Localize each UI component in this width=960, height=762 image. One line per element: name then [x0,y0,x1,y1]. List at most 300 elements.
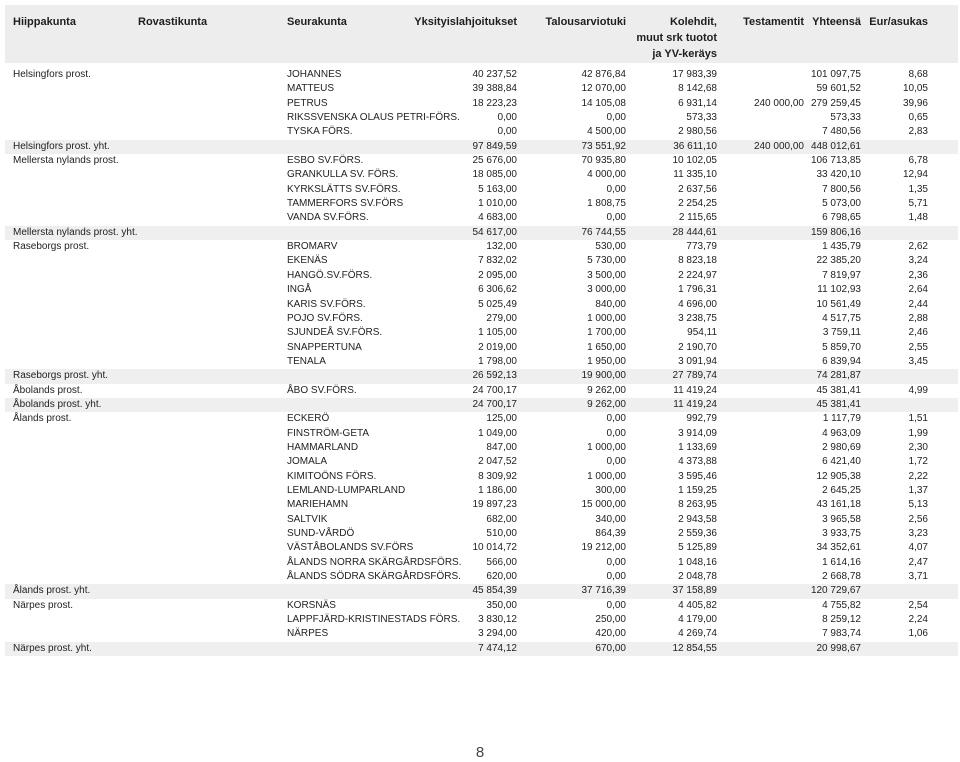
cell-eur-asukas: 10,05 [902,83,928,95]
header-kolehdit-line2: muut srk tuotot [636,32,717,44]
cell-yhteensa: 59 601,52 [816,83,861,95]
header-rovastikunta: Rovastikunta [138,16,208,28]
cell-talousarviotuki: 5 730,00 [587,255,626,267]
cell-kolehdit: 1 048,16 [678,556,717,568]
cell-seurakunta: HANGÖ.SV.FÖRS. [287,269,373,281]
cell-talousarviotuki: 76 744,55 [581,226,626,238]
cell-yksityislahjoitukset: 682,00 [486,513,517,525]
cell-kolehdit: 773,79 [686,241,717,253]
cell-yhteensa: 101 097,75 [810,69,861,80]
cell-yhteensa: 279 259,45 [810,97,861,109]
subtotal-row [5,226,958,240]
cell-hiippakunta: Raseborgs prost. yht. [13,370,109,382]
cell-kolehdit: 4 696,00 [678,298,717,310]
cell-yksityislahjoitukset: 350,00 [486,599,517,611]
cell-yhteensa: 106 713,85 [810,155,861,167]
cell-hiippakunta: Ålands prost. [13,413,72,425]
cell-yksityislahjoitukset: 8 309,92 [478,470,517,482]
cell-kolehdit: 28 444,61 [672,226,717,238]
header-yhteensa: Yhteensä [812,16,861,28]
cell-yksityislahjoitukset: 19 897,23 [472,499,517,511]
cell-eur-asukas: 3,71 [908,571,928,583]
cell-eur-asukas: 2,46 [908,327,928,339]
cell-talousarviotuki: 37 716,39 [581,585,626,597]
cell-eur-asukas: 2,55 [908,341,928,353]
cell-talousarviotuki: 340,00 [595,513,626,525]
cell-talousarviotuki: 0,00 [606,427,626,439]
cell-seurakunta: FINSTRÖM-GETA [287,427,370,439]
cell-eur-asukas: 39,96 [902,97,928,109]
cell-yksityislahjoitukset: 2 047,52 [478,456,517,468]
table-row [5,298,958,312]
cell-talousarviotuki: 1 950,00 [587,355,626,367]
cell-talousarviotuki: 3 000,00 [587,284,626,296]
cell-yhteensa: 2 668,78 [822,571,861,583]
cell-kolehdit: 5 125,89 [678,542,717,554]
cell-testamentit: 240 000,00 [753,97,804,109]
cell-seurakunta: ÅLANDS SÖDRA SKÄRGÅRDSFÖRS. [287,571,461,583]
cell-yksityislahjoitukset: 26 592,13 [472,370,517,382]
cell-kolehdit: 2 559,36 [678,528,717,539]
cell-yhteensa: 45 381,41 [816,384,861,396]
table-row [5,498,958,512]
cell-seurakunta: SJUNDEÅ SV.FÖRS. [287,327,383,339]
cell-kolehdit: 1 159,25 [678,484,717,496]
cell-kolehdit: 2 254,25 [678,198,717,210]
cell-talousarviotuki: 15 000,00 [581,499,626,511]
cell-yhteensa: 573,33 [830,112,861,124]
header-kolehdit [636,14,717,62]
cell-yhteensa: 3 759,11 [822,327,861,339]
table-row [5,541,958,555]
cell-talousarviotuki: 0,00 [606,556,626,568]
cell-talousarviotuki: 14 105,08 [581,97,626,109]
cell-kolehdit: 8 142,68 [678,83,717,95]
cell-eur-asukas: 4,99 [908,384,928,396]
cell-yhteensa: 8 259,12 [822,614,861,626]
cell-yhteensa: 1 117,79 [822,413,861,425]
table-row [5,341,958,355]
cell-talousarviotuki: 1 700,00 [587,327,626,339]
cell-eur-asukas: 3,45 [908,355,928,367]
cell-eur-asukas: 2,36 [908,269,928,281]
cell-kolehdit: 2 115,65 [678,212,717,224]
cell-eur-asukas: 3,24 [908,255,928,267]
cell-kolehdit: 27 789,74 [672,370,717,382]
cell-seurakunta: SNAPPERTUNA [287,341,362,353]
cell-seurakunta: MARIEHAMN [287,499,349,511]
cell-yhteensa: 3 965,58 [822,513,861,525]
cell-kolehdit: 2 943,58 [678,513,717,525]
cell-kolehdit: 3 091,94 [678,355,717,367]
cell-yhteensa: 22 385,20 [816,255,861,267]
cell-yksityislahjoitukset: 566,00 [486,556,517,568]
cell-seurakunta: GRANKULLA SV. FÖRS. [287,169,399,181]
table-row [5,570,958,584]
cell-kolehdit: 3 238,75 [678,312,717,324]
cell-seurakunta: LEMLAND-LUMPARLAND [287,484,406,496]
cell-talousarviotuki: 840,00 [595,298,626,310]
table-row [5,455,958,469]
cell-seurakunta: JOHANNES [287,69,342,80]
cell-yhteensa: 120 729,67 [810,585,861,597]
cell-kolehdit: 954,11 [687,327,717,339]
cell-talousarviotuki: 0,00 [606,183,626,195]
cell-yhteensa: 10 561,49 [816,298,861,310]
cell-seurakunta: VÄSTÅBOLANDS SV.FÖRS [287,542,414,554]
cell-eur-asukas: 5,13 [908,499,928,511]
table-row [5,627,958,641]
cell-seurakunta: JOMALA [287,456,328,468]
cell-kolehdit: 992,79 [686,413,717,425]
table-row [5,412,958,426]
cell-yksityislahjoitukset: 1 049,00 [478,427,517,439]
header-kolehdit-line1: Kolehdit, [669,16,717,28]
cell-yksityislahjoitukset: 39 388,84 [472,83,517,95]
cell-talousarviotuki: 1 808,75 [587,198,626,210]
header-talousarviotuki: Talousarviotuki [545,16,626,28]
table-row [5,355,958,369]
cell-talousarviotuki: 0,00 [606,212,626,224]
cell-seurakunta: TENALA [287,355,326,367]
cell-yksityislahjoitukset: 2 095,00 [478,269,517,281]
cell-hiippakunta: Närpes prost. yht. [13,642,92,654]
cell-seurakunta: BROMARV [287,241,338,253]
cell-yksityislahjoitukset: 10 014,72 [472,542,517,554]
table-row [5,312,958,326]
cell-seurakunta: SUND-VÅRDÖ [287,528,355,539]
cell-kolehdit: 3 914,09 [678,427,717,439]
cell-eur-asukas: 1,06 [908,628,928,640]
cell-yksityislahjoitukset: 5 025,49 [478,298,517,310]
cell-yhteensa: 7 800,56 [822,183,861,195]
cell-hiippakunta: Helsingfors prost. yht. [13,140,110,152]
cell-yksityislahjoitukset: 0,00 [497,126,517,138]
cell-eur-asukas: 2,44 [908,298,928,310]
cell-hiippakunta: Åbolands prost. [13,384,83,396]
cell-talousarviotuki: 73 551,92 [581,140,626,152]
table-row [5,168,958,182]
table-body [5,68,958,656]
cell-hiippakunta: Ålands prost. yht. [13,585,91,597]
cell-kolehdit: 4 179,00 [678,614,717,626]
cell-kolehdit: 8 823,18 [678,255,717,267]
cell-talousarviotuki: 1 000,00 [587,441,626,453]
cell-hiippakunta: Mellersta nylands prost. yht. [13,226,138,238]
cell-yhteensa: 7 819,97 [822,269,861,281]
table-row [5,527,958,541]
cell-eur-asukas: 1,72 [908,456,928,468]
cell-eur-asukas: 0,65 [908,112,928,124]
cell-kolehdit: 2 980,56 [678,126,717,138]
cell-eur-asukas: 12,94 [902,169,928,181]
subtotal-row [5,369,958,383]
cell-seurakunta: PETRUS [287,97,328,109]
table-row [5,384,958,398]
cell-seurakunta: NÄRPES [287,628,329,640]
cell-talousarviotuki: 12 070,00 [581,83,626,95]
cell-yksityislahjoitukset: 40 237,52 [472,69,517,80]
cell-yksityislahjoitukset: 18 085,00 [472,169,517,181]
table-row [5,326,958,340]
cell-yksityislahjoitukset: 620,00 [486,571,517,583]
cell-yksityislahjoitukset: 1 105,00 [478,327,517,339]
cell-yksityislahjoitukset: 7 832,02 [478,255,517,267]
cell-yhteensa: 4 963,09 [822,427,861,439]
cell-yksityislahjoitukset: 54 617,00 [472,226,517,238]
cell-yhteensa: 7 983,74 [822,628,861,640]
cell-kolehdit: 4 405,82 [678,599,717,611]
subtotal-row [5,642,958,656]
cell-seurakunta: MATTEUS [287,83,335,95]
table-header [5,5,958,63]
cell-yhteensa: 3 933,75 [822,528,861,539]
cell-talousarviotuki: 0,00 [606,112,626,124]
cell-eur-asukas: 1,99 [908,427,928,439]
cell-yhteensa: 6 839,94 [822,355,861,367]
subtotal-row [5,398,958,412]
cell-yhteensa: 159 806,16 [810,226,861,238]
cell-seurakunta: ÅBO SV.FÖRS. [287,384,357,396]
cell-yhteensa: 20 998,67 [816,642,861,654]
table-row [5,183,958,197]
cell-eur-asukas: 2,62 [908,241,928,253]
cell-yksityislahjoitukset: 3 830,12 [478,614,517,626]
cell-yhteensa: 11 102,93 [817,284,861,296]
table-row [5,484,958,498]
cell-yksityislahjoitukset: 5 163,00 [478,183,517,195]
cell-seurakunta: KORSNÄS [287,599,336,611]
cell-eur-asukas: 2,64 [908,284,928,296]
cell-seurakunta: KARIS SV.FÖRS. [287,298,366,310]
cell-talousarviotuki: 0,00 [606,413,626,425]
table-row [5,154,958,168]
cell-kolehdit: 4 269,74 [678,628,717,640]
cell-eur-asukas: 2,56 [908,513,928,525]
cell-yhteensa: 12 905,38 [816,470,861,482]
cell-talousarviotuki: 250,00 [595,614,626,626]
table-row [5,125,958,139]
table-row [5,240,958,254]
table-row [5,613,958,627]
cell-eur-asukas: 8,68 [908,69,928,80]
table-row [5,254,958,268]
cell-testamentit: 240 000,00 [753,140,804,152]
cell-kolehdit: 2 190,70 [678,341,717,353]
cell-eur-asukas: 1,51 [908,413,928,425]
cell-talousarviotuki: 670,00 [595,642,626,654]
cell-yksityislahjoitukset: 2 019,00 [478,341,517,353]
cell-talousarviotuki: 864,39 [595,528,626,539]
cell-yhteensa: 33 420,10 [816,169,861,181]
cell-yhteensa: 5 073,00 [822,198,861,210]
cell-yksityislahjoitukset: 7 474,12 [478,642,517,654]
cell-eur-asukas: 2,88 [908,312,928,324]
cell-talousarviotuki: 9 262,00 [587,398,626,410]
cell-talousarviotuki: 1 000,00 [587,312,626,324]
table-row [5,197,958,211]
cell-kolehdit: 1 796,31 [678,284,717,296]
cell-yhteensa: 6 421,40 [822,456,861,468]
table-row [5,283,958,297]
subtotal-row [5,584,958,598]
cell-talousarviotuki: 530,00 [595,241,626,253]
cell-yksityislahjoitukset: 24 700,17 [472,398,517,410]
cell-yksityislahjoitukset: 510,00 [486,528,517,539]
header-hiippakunta: Hiippakunta [13,16,76,28]
cell-yhteensa: 34 352,61 [816,542,861,554]
cell-seurakunta: KYRKSLÄTTS SV.FÖRS. [287,183,401,195]
cell-yksityislahjoitukset: 18 223,23 [472,97,517,109]
cell-kolehdit: 10 102,05 [672,155,717,167]
cell-kolehdit: 8 263,95 [678,499,717,511]
cell-yksityislahjoitukset: 3 294,00 [478,628,517,640]
donations-table [5,5,958,656]
cell-seurakunta: POJO SV.FÖRS. [287,312,363,324]
cell-seurakunta: RIKSSVENSKA OLAUS PETRI-FÖRS. [287,112,460,124]
cell-yhteensa: 448 012,61 [810,140,861,152]
cell-talousarviotuki: 3 500,00 [587,269,626,281]
cell-talousarviotuki: 4 500,00 [587,126,626,138]
cell-talousarviotuki: 4 000,00 [587,169,626,181]
cell-kolehdit: 2 637,56 [678,183,717,195]
cell-yhteensa: 2 645,25 [822,484,861,496]
header-eur-asukas: Eur/asukas [869,16,928,28]
cell-hiippakunta: Mellersta nylands prost. [13,155,119,167]
cell-eur-asukas: 2,22 [908,470,928,482]
cell-yhteensa: 2 980,69 [822,441,861,453]
cell-yksityislahjoitukset: 125,00 [486,413,517,425]
table-row [5,427,958,441]
cell-kolehdit: 12 854,55 [672,642,717,654]
cell-kolehdit: 3 595,46 [678,470,717,482]
table-row [5,470,958,484]
cell-kolehdit: 11 419,24 [673,384,717,396]
cell-yhteensa: 7 480,56 [822,126,861,138]
cell-talousarviotuki: 300,00 [595,484,626,496]
cell-seurakunta: TAMMERFORS SV.FÖRS [287,198,404,210]
cell-hiippakunta: Åbolands prost. yht. [13,398,102,410]
cell-seurakunta: INGÅ [287,284,312,296]
cell-eur-asukas: 2,24 [908,614,928,626]
cell-yksityislahjoitukset: 6 306,62 [478,284,517,296]
cell-seurakunta: ESBO SV.FÖRS. [287,155,364,167]
cell-talousarviotuki: 19 900,00 [581,370,626,382]
cell-eur-asukas: 1,35 [908,183,928,195]
table-row [5,211,958,225]
table-row [5,269,958,283]
header-kolehdit-line3: ja YV-keräys [652,48,717,60]
cell-yhteensa: 4 755,82 [822,599,861,611]
cell-yksityislahjoitukset: 24 700,17 [472,384,517,396]
cell-eur-asukas: 1,37 [908,484,928,496]
cell-eur-asukas: 5,71 [908,198,928,210]
cell-yhteensa: 43 161,18 [816,499,861,511]
cell-talousarviotuki: 9 262,00 [587,384,626,396]
header-yksityislahjoitukset: Yksityislahjoitukset [414,16,517,28]
table-row [5,513,958,527]
header-testamentit: Testamentit [743,16,804,28]
cell-kolehdit: 11 335,10 [673,169,717,181]
cell-hiippakunta: Raseborgs prost. [13,241,90,253]
cell-kolehdit: 17 983,39 [672,69,717,80]
cell-kolehdit: 37 158,89 [672,585,717,597]
cell-talousarviotuki: 19 212,00 [581,542,626,554]
cell-yksityislahjoitukset: 97 849,59 [472,140,517,152]
table-row [5,441,958,455]
cell-hiippakunta: Närpes prost. [13,599,74,611]
table-row [5,97,958,111]
subtotal-row [5,140,958,154]
cell-eur-asukas: 1,48 [908,212,928,224]
cell-talousarviotuki: 70 935,80 [581,155,626,167]
cell-eur-asukas: 2,30 [908,441,928,453]
table-row [5,82,958,96]
cell-eur-asukas: 4,07 [908,542,928,554]
cell-seurakunta: TYSKA FÖRS. [287,126,353,138]
cell-yhteensa: 45 381,41 [816,398,861,410]
cell-seurakunta: KIMITOÖNS FÖRS. [287,470,377,482]
cell-talousarviotuki: 0,00 [606,456,626,468]
cell-yksityislahjoitukset: 1 186,00 [478,484,517,496]
cell-talousarviotuki: 42 876,84 [581,69,626,80]
cell-seurakunta: EKENÄS [287,255,328,267]
cell-yksityislahjoitukset: 1 010,00 [478,198,517,210]
cell-yhteensa: 74 281,87 [816,370,861,382]
cell-yhteensa: 4 517,75 [822,312,861,324]
cell-yhteensa: 6 798,65 [822,212,861,224]
cell-seurakunta: SALTVIK [287,513,328,525]
cell-talousarviotuki: 1 000,00 [587,470,626,482]
cell-kolehdit: 2 048,78 [678,571,717,583]
page-number: 8 [475,744,485,761]
cell-seurakunta: ÅLANDS NORRA SKÄRGÅRDSFÖRS. [287,556,462,568]
cell-eur-asukas: 3,23 [908,528,928,539]
cell-yhteensa: 1 614,16 [822,556,861,568]
cell-kolehdit: 6 931,14 [678,97,717,109]
cell-yhteensa: 1 435,79 [822,241,861,253]
cell-eur-asukas: 2,83 [908,126,928,138]
cell-talousarviotuki: 1 650,00 [587,341,626,353]
cell-kolehdit: 2 224,97 [678,269,717,281]
cell-talousarviotuki: 0,00 [606,599,626,611]
cell-yhteensa: 5 859,70 [822,341,861,353]
cell-yksityislahjoitukset: 45 854,39 [472,585,517,597]
cell-seurakunta: ECKERÖ [287,413,330,425]
cell-yksityislahjoitukset: 847,00 [486,441,517,453]
cell-eur-asukas: 2,47 [908,556,928,568]
table-row [5,68,958,82]
cell-eur-asukas: 2,54 [908,599,928,611]
cell-yksityislahjoitukset: 25 676,00 [472,155,517,167]
cell-yksityislahjoitukset: 1 798,00 [478,355,517,367]
cell-seurakunta: LAPPFJÄRD-KRISTINESTADS FÖRS. [287,614,461,626]
cell-yksityislahjoitukset: 132,00 [486,241,517,253]
cell-seurakunta: HAMMARLAND [287,441,359,453]
cell-yksityislahjoitukset: 4 683,00 [478,212,517,224]
cell-talousarviotuki: 420,00 [595,628,626,640]
cell-kolehdit: 573,33 [686,112,717,124]
cell-eur-asukas: 6,78 [908,155,928,167]
cell-hiippakunta: Helsingfors prost. [13,69,91,80]
cell-yksityislahjoitukset: 279,00 [486,312,517,324]
table-row [5,556,958,570]
table-row [5,599,958,613]
header-seurakunta: Seurakunta [287,16,347,28]
cell-seurakunta: VANDA SV.FÖRS. [287,212,369,224]
cell-talousarviotuki: 0,00 [606,571,626,583]
table-row [5,111,958,125]
